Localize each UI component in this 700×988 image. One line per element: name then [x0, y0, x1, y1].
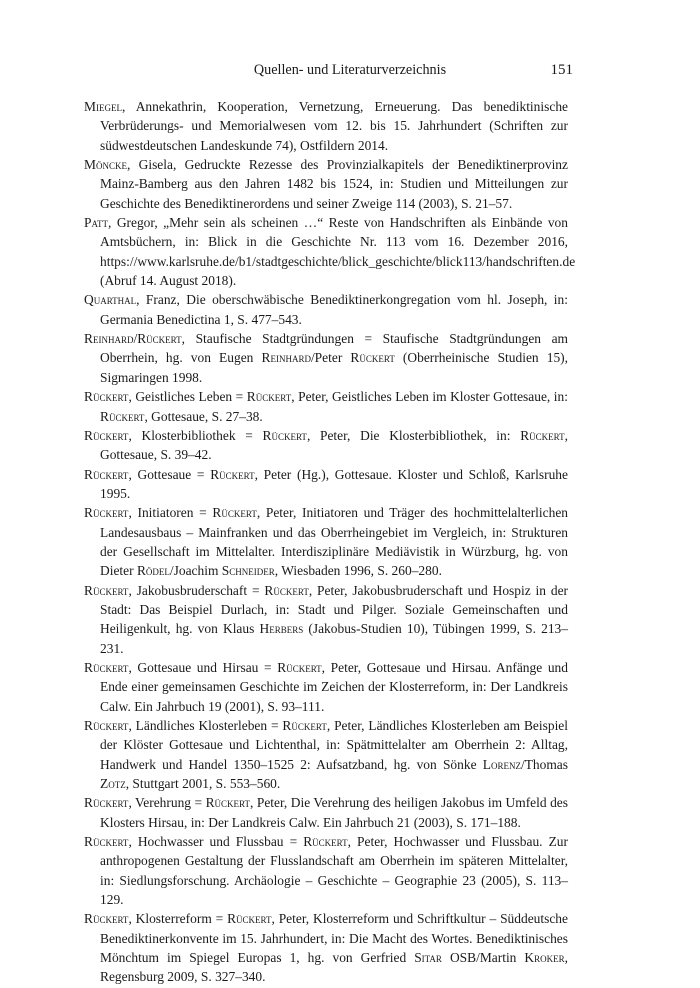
entry-text: , Gisela, Gedruckte Rezesse des Provinzialkapitels der Benediktinerprovinz Mainz-Bamberg aus den Jahren 1482 bis 1524, in: Studien und Mitteilungen zur Geschichte des Benediktinerordens und seiner Zweige 114 (2003), S. 21–57.	[100, 157, 568, 211]
entry-text: , Peter, Klosterreform und Schriftkultur – Süddeutsche Benediktinerkonvente im 15. Jahrhundert, in: Die Macht des Wortes. Benediktinisches Mönchtum im Spiegel Europas 1, hg. von Gerfried	[100, 911, 568, 966]
entry-text: (Oberrheinische Studien 15), Sigmaringen 1998.	[100, 350, 568, 385]
entry-text: /Peter	[310, 350, 351, 366]
bibliography-entry	[84, 503, 568, 580]
entry-text: , Peter, Geistliches Leben im Kloster Gottesaue, in:	[291, 389, 568, 405]
entry-text: , Ländliches Klosterleben =	[128, 718, 283, 733]
entry-text: , Initiatoren =	[128, 505, 213, 521]
author-name: Reinhard	[84, 331, 134, 347]
author-name: Rödel	[136, 563, 170, 579]
author-name: Rückert	[264, 582, 309, 598]
author-name: Patt	[84, 215, 108, 231]
entry-text: , Peter, Jakobusbruderschaft und Hospiz in der Stadt: Das Beispiel Durlach, in: Stadt und Pilger. Soziale Gemeinschaften und Heiligenkult, hg. von Klaus	[100, 582, 569, 637]
entry-text: , Wiesbaden 1996, S. 260–280.	[274, 563, 442, 579]
entry-text: , Gottesaue =	[128, 466, 211, 482]
entry-text: /Joachim	[169, 563, 222, 579]
author-name: Rückert	[100, 408, 145, 424]
author-name: Rückert	[84, 795, 129, 811]
author-name: Rückert	[520, 427, 565, 443]
entry-text: , Klosterreform =	[128, 911, 228, 927]
author-name: Rückert	[227, 911, 272, 927]
author-name: Herbers	[259, 621, 304, 637]
entry-text: , Stuttgart 2001, S. 553–560.	[125, 776, 281, 792]
author-name: Rückert	[262, 427, 307, 443]
entry-text: , Jakobusbruderschaft =	[128, 582, 265, 598]
entry-text: (Jakobus-Studien 10), Tübingen 1999, S. 213–231.	[100, 621, 568, 656]
author-name: Rückert	[84, 911, 129, 927]
entry-text: , Regensburg 2009, S. 327–340.	[100, 950, 568, 985]
entry-text: , Peter, Die Verehrung des heiligen Jakobus im Umfeld des Klosters Hirsau, in: Der Landkreis Calw. Ein Jahrbuch 21 (2003), S. 171–188.	[100, 795, 568, 830]
author-name: Rückert	[84, 834, 129, 850]
entry-text: , Peter, Initiatoren und Träger des hochmittelalterlichen Landesausbaus – Mainfranken und das Oberrheingebiet im Vergleich, in: Strukturen der Gesellschaft im Mittelalter. Interdisziplinäre Mediävistik in Würzburg, hg. von Dieter	[100, 505, 568, 579]
entry-text: , Geistliches Leben =	[128, 389, 247, 405]
entry-text: , Hochwasser und Flussbau =	[128, 834, 304, 850]
bibliography-entry	[84, 97, 568, 155]
bibliography-entry	[84, 658, 568, 716]
author-name: Rückert	[84, 505, 129, 521]
entry-text: , Peter, Ländliches Klosterleben am Beispiel der Klöster Gottesaue und Lichtenthal, in: Spätmittelalter am Oberrhein 2: Alltag, Handwerk und Handel 1350–1525 2: Aufsatzband, hg. von Sönke	[100, 718, 568, 772]
author-name: Quarthal	[84, 292, 137, 308]
author-name: Kroker	[524, 950, 565, 966]
bibliography-entry	[84, 465, 568, 504]
author-name: Rückert	[282, 718, 327, 733]
entry-text: , Gottesaue und Hirsau =	[128, 659, 278, 675]
page-number: 151	[550, 62, 573, 78]
author-name: Rückert	[84, 659, 129, 675]
entry-text: , Franz, Die oberschwäbische Benediktinerkongregation vom hl. Joseph, in: Germania Benedictina 1, S. 477–543.	[100, 292, 568, 327]
entry-text: OSB/Martin	[441, 950, 525, 966]
bibliography-entry	[84, 716, 568, 793]
bibliography-entry	[84, 155, 568, 213]
author-name: Rückert	[277, 659, 322, 675]
author-name: Rückert	[303, 834, 348, 850]
bibliography-entry	[84, 329, 568, 387]
author-name: Rückert	[84, 466, 129, 482]
author-name: Rückert	[205, 795, 251, 811]
entry-text: , Gottesaue, S. 27–38.	[144, 408, 263, 424]
author-name: Lorenz	[482, 756, 521, 772]
author-name: Rückert	[84, 389, 129, 405]
entry-text: , Annekathrin, Kooperation, Vernetzung, Erneuerung. Das benediktinische Verbrüderungs- und Memorialwesen vom 12. bis 15. Jahrhundert (Schriften zur südwestdeutschen Landeskunde 74), Ostfildern 2014.	[100, 99, 568, 153]
author-name: Rückert	[84, 718, 129, 733]
author-name: Reinhard	[261, 350, 311, 366]
entry-text: , Peter, Die Klosterbibliothek, in:	[306, 427, 521, 443]
bibliography-entry	[84, 290, 568, 329]
author-name: Rückert	[246, 389, 292, 405]
entry-text: /	[133, 331, 138, 347]
entry-text: , Peter (Hg.), Gottesaue. Kloster und Schloß, Karlsruhe 1995.	[100, 466, 568, 501]
bibliography-entry	[84, 426, 568, 465]
author-name: Rückert	[212, 505, 257, 521]
author-name: Rückert	[210, 466, 255, 482]
bibliography-entry	[84, 832, 568, 909]
entry-text: , Gregor, „Mehr sein als scheinen …“ Reste von Handschriften als Einbände von Amtsbüchern, in: Blick in die Geschichte Nr. 113 vom 16. Dezember 2016, https://www.karlsruhe.de/b1/stadtgeschichte/blick_geschichte/blick113/handschriften.de (Abruf 14. August 2018).	[100, 215, 576, 289]
entry-text: /Thomas	[520, 756, 568, 772]
bibliography-entry	[84, 909, 568, 986]
entry-text: , Gottesaue, S. 39–42.	[100, 427, 568, 463]
entry-text: , Verehrung =	[128, 795, 206, 811]
bibliography-entry	[84, 387, 568, 426]
bibliography-list	[84, 97, 576, 987]
author-name: Sitar	[414, 950, 442, 966]
author-name: Rückert	[350, 350, 395, 366]
author-name: Rückert	[137, 331, 182, 347]
bibliography-entry	[84, 213, 576, 290]
bibliography-entry	[84, 793, 568, 832]
running-header	[0, 62, 700, 82]
running-title: Quellen- und Literaturverzeichnis	[253, 62, 447, 78]
entry-text: , Staufische Stadtgründungen = Staufische Stadtgründungen am Oberrhein, hg. von Eugen	[100, 331, 568, 366]
entry-text: , Klosterbibliothek =	[128, 427, 263, 443]
bibliography-entry	[84, 581, 568, 658]
author-name: Rückert	[84, 427, 129, 443]
entry-text: , Peter, Hochwasser und Flussbau. Zur anthropogenen Gestaltung der Flusslandschaft am Oberrhein im späteren Mittelalter, in: Siedlungsforschung. Archäologie – Geschichte – Geographie 23 (2005), S. 113–129.	[100, 834, 568, 908]
author-name: Rückert	[84, 582, 129, 598]
author-name: Möncke	[84, 157, 127, 173]
author-name: Schneider	[221, 563, 275, 579]
author-name: Zotz	[100, 776, 126, 792]
author-name: Miegel	[84, 99, 122, 114]
entry-text: , Peter, Gottesaue und Hirsau. Anfänge und Ende einer gemeinsamen Geschichte im Zeichen der Klosterreform, in: Der Landkreis Calw. Ein Jahrbuch 19 (2001), S. 93–111.	[100, 659, 568, 714]
